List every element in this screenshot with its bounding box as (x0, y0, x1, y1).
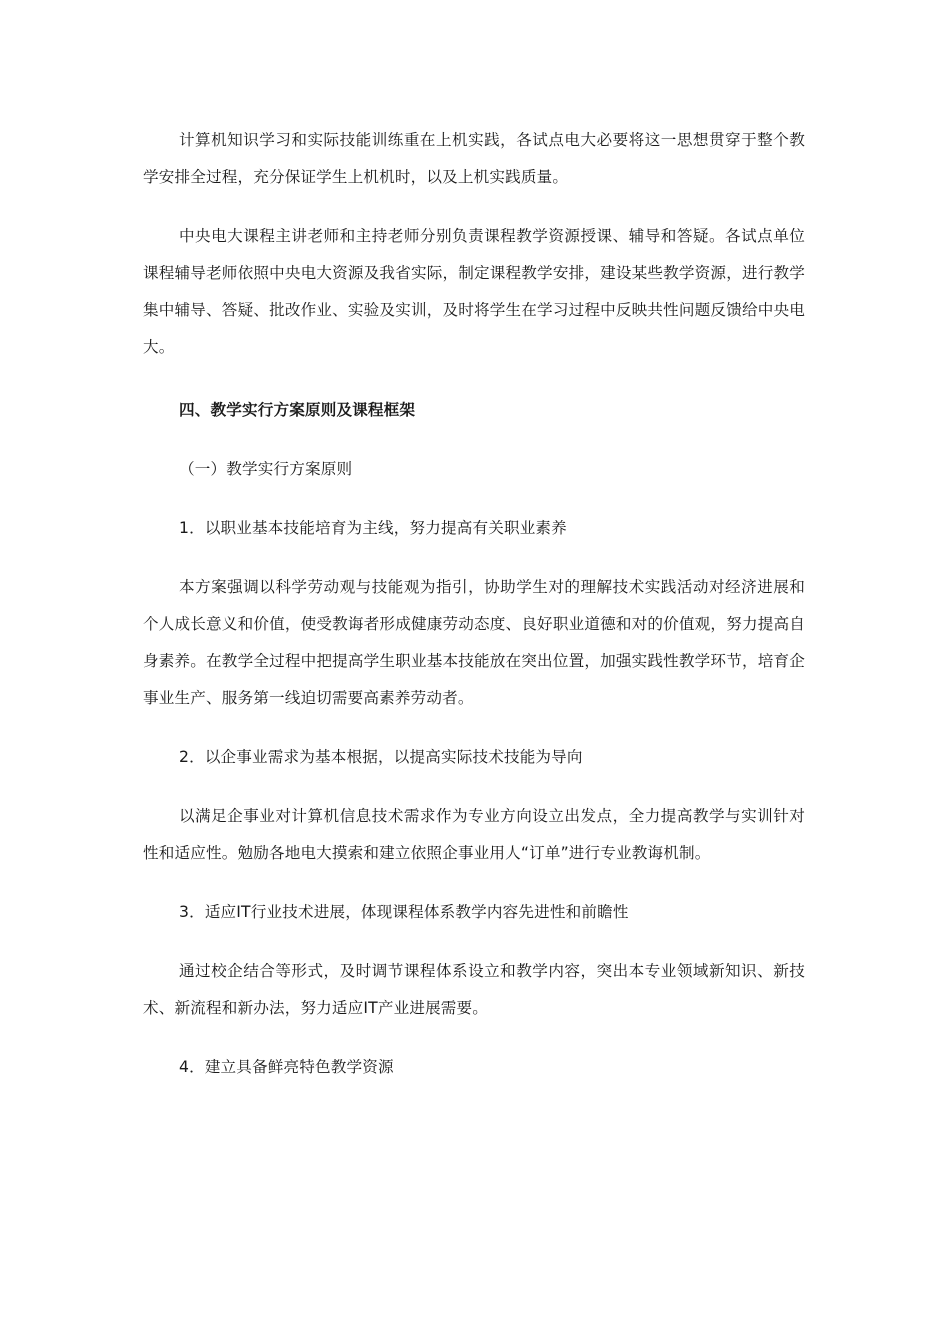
item-3-title: 3．适应IT行业技术进展，体现课程体系教学内容先进性和前瞻性 (179, 903, 629, 921)
section-heading-4: 四、教学实行方案原则及课程框架 (179, 401, 416, 419)
item-2-title: 2．以企事业需求为基本根据，以提高实际技术技能为导向 (179, 748, 583, 766)
document-body (143, 122, 805, 1086)
item-1-title: 1．以职业基本技能培育为主线，努力提高有关职业素养 (179, 519, 567, 537)
subsection-heading-4-1: （一）教学实行方案原则 (179, 460, 353, 478)
item-2-body: 以满足企事业对计算机信息技术需求作为专业方向设立出发点，全力提高教学与实训针对性和适应性。勉励各地电大摸索和建立依照企事业用人“订单”进行专业教诲机制。 (143, 807, 805, 862)
item-4-title: 4．建立具备鲜亮特色教学资源 (179, 1058, 394, 1076)
item-1-body: 本方案强调以科学劳动观与技能观为指引，协助学生对的理解技术实践活动对经济进展和个人成长意义和价值，使受教诲者形成健康劳动态度、良好职业道德和对的价值观，努力提高自身素养。在教学全过程中把提高学生职业基本技能放在突出位置，加强实践性教学环节，培育企事业生产、服务第一线迫切需要高素养劳动者。 (143, 578, 805, 707)
paragraph-teacher-roles: 中央电大课程主讲老师和主持老师分别负责课程教学资源授课、辅导和答疑。各试点单位课程辅导老师依照中央电大资源及我省实际，制定课程教学安排，建设某些教学资源，进行教学集中辅导、答疑、批改作业、实验及实训，及时将学生在学习过程中反映共性问题反馈给中央电大。 (143, 227, 805, 356)
item-3-body: 通过校企结合等形式，及时调节课程体系设立和教学内容，突出本专业领域新知识、新技术、新流程和新办法，努力适应IT产业进展需要。 (143, 962, 805, 1017)
paragraph-computer-practice: 计算机知识学习和实际技能训练重在上机实践，各试点电大必要将这一思想贯穿于整个教学安排全过程，充分保证学生上机机时，以及上机实践质量。 (143, 131, 805, 186)
